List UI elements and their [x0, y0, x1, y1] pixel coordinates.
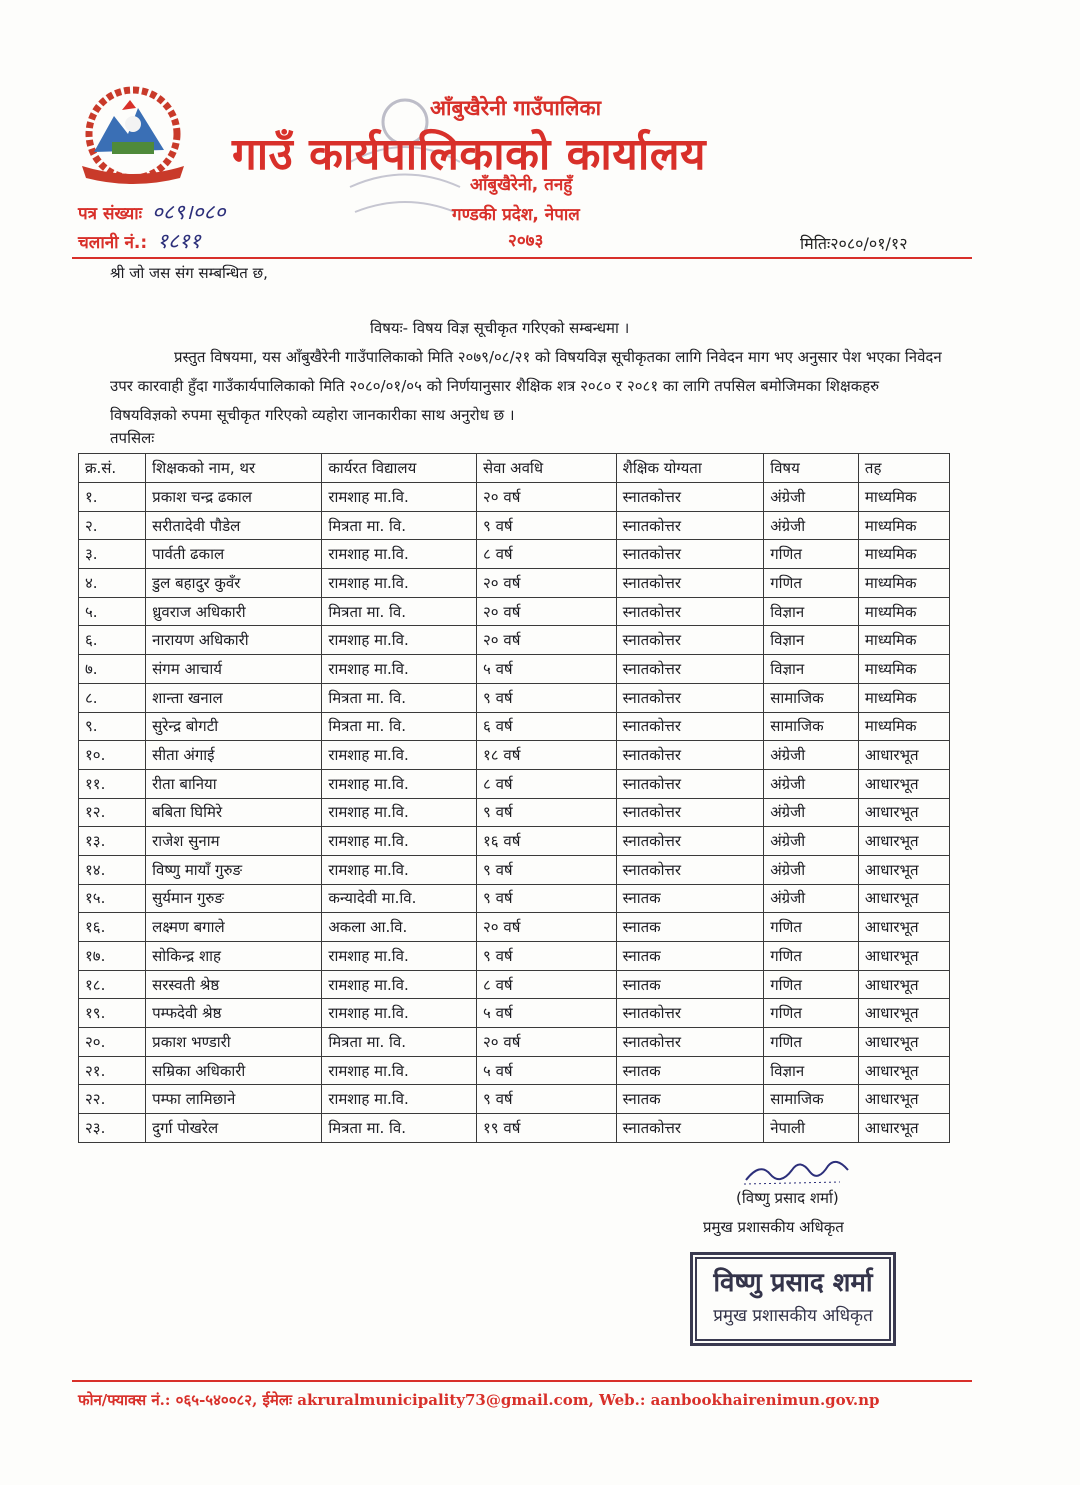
- cell-level: आधारभूत: [858, 1056, 949, 1085]
- cell-school: रामशाह मा.वि.: [322, 655, 477, 684]
- col-header-name: शिक्षकको नाम, थर: [146, 454, 322, 483]
- cell-name: लक्ष्मण बगाले: [146, 913, 322, 942]
- cell-serial: ४.: [79, 569, 146, 598]
- cell-service: ८ वर्ष: [477, 769, 617, 798]
- cell-school: रामशाह मा.वि.: [322, 769, 477, 798]
- cell-name: पम्फा लामिछाने: [146, 1085, 322, 1114]
- table-row: [79, 999, 950, 1028]
- cell-serial: २.: [79, 511, 146, 540]
- cell-service: १८ वर्ष: [477, 741, 617, 770]
- cell-serial: ९.: [79, 712, 146, 741]
- address-line-2: गण्डकी प्रदेश, नेपाल: [452, 205, 580, 225]
- cell-name: सोकिन्द्र शाह: [146, 942, 322, 971]
- footer-contact: फोन/फ्याक्स नं.: ०६५-५४००८२, ईमेलः akruralmunicipality73@gmail.com, Web.: aanbookhairenimun.gov.np: [78, 1391, 880, 1409]
- table-row: [79, 769, 950, 798]
- cell-qualification: स्नातक: [616, 942, 764, 971]
- cell-service: ९ वर्ष: [477, 942, 617, 971]
- cell-qualification: स्नातकोत्तर: [616, 827, 764, 856]
- cell-qualification: स्नातकोत्तर: [616, 1114, 764, 1143]
- cell-name: सीता अंगाई: [146, 741, 322, 770]
- footer-divider: [72, 1380, 972, 1382]
- col-header-level: तह: [858, 454, 949, 483]
- table-row: [79, 626, 950, 655]
- cell-level: आधारभूत: [858, 769, 949, 798]
- table-row: [79, 942, 950, 971]
- cell-name: प्रकाश चन्द्र ढकाल: [146, 483, 322, 512]
- cell-service: ५ वर्ष: [477, 655, 617, 684]
- cell-serial: १४.: [79, 855, 146, 884]
- reference-label: पत्र संख्याः: [78, 204, 143, 224]
- cell-school: रामशाह मा.वि.: [322, 626, 477, 655]
- cell-name: रीता बानिया: [146, 769, 322, 798]
- seal-name: विष्णु प्रसाद शर्मा: [713, 1268, 873, 1298]
- cell-qualification: स्नातकोत्तर: [616, 626, 764, 655]
- official-seal: [690, 1252, 896, 1346]
- cell-level: आधारभूत: [858, 1114, 949, 1143]
- cell-level: माध्यमिक: [858, 683, 949, 712]
- cell-level: माध्यमिक: [858, 626, 949, 655]
- dispatch-number: [78, 227, 201, 255]
- cell-qualification: स्नातक: [616, 1085, 764, 1114]
- org-subtitle: आँबुखैरेनी गाउँपालिका: [430, 96, 602, 120]
- cell-subject: अंग्रेजी: [764, 884, 859, 913]
- cell-school: मित्रता मा. वि.: [322, 1114, 477, 1143]
- cell-name: राजेश सुनाम: [146, 827, 322, 856]
- address-line-1: आँबुखैरेनी, तनहुँ: [470, 175, 573, 195]
- cell-name: डुल बहादुर कुवँर: [146, 569, 322, 598]
- cell-school: मित्रता मा. वि.: [322, 1028, 477, 1057]
- cell-service: ९ वर्ष: [477, 683, 617, 712]
- cell-subject: विज्ञान: [764, 655, 859, 684]
- cell-subject: गणित: [764, 999, 859, 1028]
- letter-body: [110, 343, 950, 430]
- cell-level: माध्यमिक: [858, 569, 949, 598]
- cell-service: ९ वर्ष: [477, 884, 617, 913]
- header-divider: [72, 257, 972, 259]
- cell-qualification: स्नातकोत्तर: [616, 597, 764, 626]
- table-row: [79, 597, 950, 626]
- cell-qualification: स्नातकोत्तर: [616, 511, 764, 540]
- cell-school: अकला आ.वि.: [322, 913, 477, 942]
- cell-qualification: स्नातक: [616, 884, 764, 913]
- cell-subject: अंग्रेजी: [764, 511, 859, 540]
- cell-subject: गणित: [764, 942, 859, 971]
- cell-school: रामशाह मा.वि.: [322, 999, 477, 1028]
- cell-service: ९ वर्ष: [477, 855, 617, 884]
- cell-subject: सामाजिक: [764, 1085, 859, 1114]
- cell-service: ९ वर्ष: [477, 1085, 617, 1114]
- cell-qualification: स्नातकोत्तर: [616, 798, 764, 827]
- cell-level: आधारभूत: [858, 884, 949, 913]
- subject-line: विषयः- विषय विज्ञ सूचीकृत गरिएको सम्बन्धमा ।: [370, 319, 630, 337]
- cell-level: आधारभूत: [858, 855, 949, 884]
- table-row: [79, 741, 950, 770]
- table-row: [79, 1028, 950, 1057]
- table-row: [79, 970, 950, 999]
- cell-name: शान्ता खनाल: [146, 683, 322, 712]
- cell-level: आधारभूत: [858, 1028, 949, 1057]
- cell-qualification: स्नातकोत्तर: [616, 569, 764, 598]
- cell-name: दुर्गा पोखरेल: [146, 1114, 322, 1143]
- cell-school: रामशाह मा.वि.: [322, 855, 477, 884]
- table-row: [79, 1056, 950, 1085]
- cell-subject: गणित: [764, 540, 859, 569]
- table-row: [79, 511, 950, 540]
- cell-level: माध्यमिक: [858, 540, 949, 569]
- cell-level: आधारभूत: [858, 942, 949, 971]
- details-label: तपसिलः: [110, 429, 155, 447]
- reference-number: [78, 198, 226, 226]
- cell-serial: १६.: [79, 913, 146, 942]
- cell-name: संगम आचार्य: [146, 655, 322, 684]
- cell-school: रामशाह मा.वि.: [322, 827, 477, 856]
- col-header-service: सेवा अवधि: [477, 454, 617, 483]
- table-row: [79, 1114, 950, 1143]
- cell-serial: १५.: [79, 884, 146, 913]
- cell-subject: अंग्रेजी: [764, 769, 859, 798]
- col-header-qualification: शैक्षिक योग्यता: [616, 454, 764, 483]
- cell-name: ध्रुवराज अधिकारी: [146, 597, 322, 626]
- cell-school: रामशाह मा.वि.: [322, 569, 477, 598]
- cell-qualification: स्नातकोत्तर: [616, 540, 764, 569]
- cell-name: सरीतादेवी पौडेल: [146, 511, 322, 540]
- cell-serial: १२.: [79, 798, 146, 827]
- signatory-title: प्रमुख प्रशासकीय अधिकृत: [703, 1218, 844, 1236]
- cell-subject: विज्ञान: [764, 626, 859, 655]
- cell-qualification: स्नातकोत्तर: [616, 712, 764, 741]
- cell-serial: १८.: [79, 970, 146, 999]
- cell-level: माध्यमिक: [858, 511, 949, 540]
- nepal-emblem-icon: [72, 82, 194, 190]
- cell-name: सुर्यमान गुरुङ: [146, 884, 322, 913]
- cell-level: माध्यमिक: [858, 483, 949, 512]
- cell-qualification: स्नातक: [616, 1056, 764, 1085]
- addressee: श्री जो जस संग सम्बन्धित छ,: [110, 264, 268, 282]
- cell-serial: २०.: [79, 1028, 146, 1057]
- cell-service: २० वर्ष: [477, 597, 617, 626]
- cell-subject: नेपाली: [764, 1114, 859, 1143]
- cell-serial: ३.: [79, 540, 146, 569]
- org-title: गाउँ कार्यपालिकाको कार्यालय: [232, 129, 707, 180]
- col-header-subject: विषय: [764, 454, 859, 483]
- cell-service: २० वर्ष: [477, 1028, 617, 1057]
- cell-qualification: स्नातकोत्तर: [616, 741, 764, 770]
- cell-serial: २३.: [79, 1114, 146, 1143]
- cell-qualification: स्नातकोत्तर: [616, 999, 764, 1028]
- cell-subject: गणित: [764, 970, 859, 999]
- cell-subject: अंग्रेजी: [764, 741, 859, 770]
- cell-qualification: स्नातकोत्तर: [616, 1028, 764, 1057]
- cell-subject: गणित: [764, 1028, 859, 1057]
- cell-school: रामशाह मा.वि.: [322, 942, 477, 971]
- cell-school: मित्रता मा. वि.: [322, 511, 477, 540]
- cell-name: सरस्वती श्रेष्ठ: [146, 970, 322, 999]
- cell-school: मित्रता मा. वि.: [322, 683, 477, 712]
- table-row: [79, 655, 950, 684]
- cell-service: ६ वर्ष: [477, 712, 617, 741]
- table-row: [79, 827, 950, 856]
- cell-school: रामशाह मा.वि.: [322, 970, 477, 999]
- cell-subject: सामाजिक: [764, 712, 859, 741]
- cell-subject: गणित: [764, 913, 859, 942]
- cell-service: ५ वर्ष: [477, 999, 617, 1028]
- cell-name: पार्वती ढकाल: [146, 540, 322, 569]
- cell-qualification: स्नातकोत्तर: [616, 855, 764, 884]
- cell-serial: ८.: [79, 683, 146, 712]
- cell-serial: १७.: [79, 942, 146, 971]
- cell-subject: अंग्रेजी: [764, 483, 859, 512]
- cell-school: रामशाह मा.वि.: [322, 741, 477, 770]
- cell-subject: गणित: [764, 569, 859, 598]
- cell-level: आधारभूत: [858, 1085, 949, 1114]
- cell-service: १६ वर्ष: [477, 827, 617, 856]
- cell-qualification: स्नातकोत्तर: [616, 483, 764, 512]
- cell-serial: २२.: [79, 1085, 146, 1114]
- table-body: [79, 483, 950, 1143]
- cell-serial: १.: [79, 483, 146, 512]
- cell-name: पम्फदेवी श्रेष्ठ: [146, 999, 322, 1028]
- cell-name: विष्णु मायाँ गुरुङ: [146, 855, 322, 884]
- seal-title: प्रमुख प्रशासकीय अधिकृत: [713, 1306, 873, 1326]
- table-row: [79, 569, 950, 598]
- table-row: [79, 798, 950, 827]
- table-row: [79, 540, 950, 569]
- cell-school: कन्यादेवी मा.वि.: [322, 884, 477, 913]
- body-paragraph: प्रस्तुत विषयमा, यस आँबुखैरेनी गाउँपालिकाको मिति २०७९/०८/२१ को विषयविज्ञ सूचीकृतका लागि निवेदन माग भए अनुसार पेश भएका निवेदन उपर कारवाही हुँदा गाउँकार्यपालिकाको मिति २०८०/०१/०५ को निर्णयानुसार शैक्षिक शत्र २०८० र २०८१ का लागि तपसिल बमोजिमका शिक्षकहरु विषयविज्ञको रुपमा सूचीकृत गरिएको व्यहोरा जानकारीका साथ अनुरोध छ ।: [110, 348, 942, 424]
- cell-school: रामशाह मा.वि.: [322, 483, 477, 512]
- teacher-table: [78, 453, 950, 1143]
- cell-serial: १०.: [79, 741, 146, 770]
- cell-serial: १९.: [79, 999, 146, 1028]
- cell-subject: अंग्रेजी: [764, 827, 859, 856]
- cell-service: २० वर्ष: [477, 569, 617, 598]
- cell-level: माध्यमिक: [858, 712, 949, 741]
- cell-name: नारायण अधिकारी: [146, 626, 322, 655]
- cell-name: सम्रिका अधिकारी: [146, 1056, 322, 1085]
- cell-level: आधारभूत: [858, 913, 949, 942]
- signature-scribble: [740, 1152, 860, 1188]
- cell-name: प्रकाश भण्डारी: [146, 1028, 322, 1057]
- cell-serial: ७.: [79, 655, 146, 684]
- table-row: [79, 913, 950, 942]
- cell-serial: १३.: [79, 827, 146, 856]
- letter-date: मितिः२०८०/०१/१२: [800, 234, 908, 253]
- cell-qualification: स्नातक: [616, 970, 764, 999]
- cell-service: २० वर्ष: [477, 626, 617, 655]
- table-row: [79, 712, 950, 741]
- cell-school: रामशाह मा.वि.: [322, 798, 477, 827]
- cell-service: ९ वर्ष: [477, 511, 617, 540]
- cell-subject: विज्ञान: [764, 1056, 859, 1085]
- cell-service: ५ वर्ष: [477, 1056, 617, 1085]
- cell-subject: सामाजिक: [764, 683, 859, 712]
- cell-subject: अंग्रेजी: [764, 855, 859, 884]
- cell-school: मित्रता मा. वि.: [322, 712, 477, 741]
- table-row: [79, 483, 950, 512]
- cell-level: आधारभूत: [858, 970, 949, 999]
- cell-school: रामशाह मा.वि.: [322, 540, 477, 569]
- cell-school: रामशाह मा.वि.: [322, 1085, 477, 1114]
- address-line-3: २०७३: [508, 231, 544, 251]
- cell-serial: ५.: [79, 597, 146, 626]
- cell-service: २० वर्ष: [477, 913, 617, 942]
- col-header-school: कार्यरत विद्यालय: [322, 454, 477, 483]
- cell-service: ८ वर्ष: [477, 540, 617, 569]
- table-row: [79, 1085, 950, 1114]
- col-header-serial: क्र.सं.: [79, 454, 146, 483]
- table-row: [79, 884, 950, 913]
- cell-school: रामशाह मा.वि.: [322, 1056, 477, 1085]
- cell-name: सुरेन्द्र बोगटी: [146, 712, 322, 741]
- cell-serial: २१.: [79, 1056, 146, 1085]
- cell-qualification: स्नातकोत्तर: [616, 683, 764, 712]
- cell-service: २० वर्ष: [477, 483, 617, 512]
- table-row: [79, 855, 950, 884]
- signatory-name: (विष्णु प्रसाद शर्मा): [736, 1189, 839, 1207]
- cell-level: माध्यमिक: [858, 597, 949, 626]
- cell-level: आधारभूत: [858, 827, 949, 856]
- cell-subject: अंग्रेजी: [764, 798, 859, 827]
- cell-name: बबिता घिमिरे: [146, 798, 322, 827]
- cell-qualification: स्नातकोत्तर: [616, 655, 764, 684]
- cell-level: आधारभूत: [858, 741, 949, 770]
- cell-level: माध्यमिक: [858, 655, 949, 684]
- cell-level: आधारभूत: [858, 798, 949, 827]
- cell-level: आधारभूत: [858, 999, 949, 1028]
- cell-serial: ६.: [79, 626, 146, 655]
- cell-subject: विज्ञान: [764, 597, 859, 626]
- cell-school: मित्रता मा. वि.: [322, 597, 477, 626]
- cell-service: ९ वर्ष: [477, 798, 617, 827]
- cell-serial: ११.: [79, 769, 146, 798]
- cell-service: ८ वर्ष: [477, 970, 617, 999]
- cell-service: १९ वर्ष: [477, 1114, 617, 1143]
- reference-value: ०८९।०८०: [152, 200, 226, 224]
- cell-qualification: स्नातक: [616, 913, 764, 942]
- table-header-row: [79, 454, 950, 483]
- dispatch-value: १८११: [157, 229, 201, 253]
- dispatch-label: चलानी नं.:: [78, 233, 148, 253]
- table-row: [79, 683, 950, 712]
- cell-qualification: स्नातकोत्तर: [616, 769, 764, 798]
